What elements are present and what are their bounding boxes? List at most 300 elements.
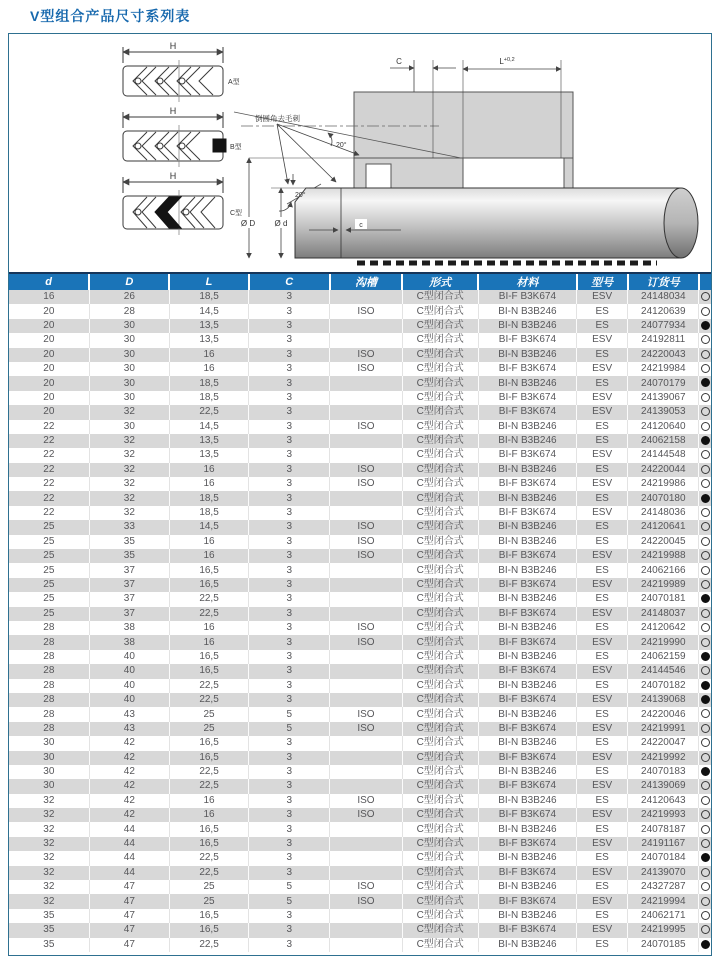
table-cell: 20 <box>9 319 89 333</box>
availability-cell <box>699 491 711 505</box>
table-row <box>9 434 711 448</box>
table-cell: 18,5 <box>169 391 248 405</box>
table-cell: 3 <box>249 491 330 505</box>
table-cell: ES <box>577 851 628 865</box>
dim-h-label-b: H <box>169 106 177 116</box>
table-cell: 3 <box>249 376 330 390</box>
table-cell: 42 <box>89 765 169 779</box>
table-cell: 24120639 <box>628 304 699 318</box>
table-cell: ISO <box>330 722 402 736</box>
availability-cell <box>699 894 711 908</box>
table-cell: BI-N B3B246 <box>478 909 576 923</box>
table-cell: C型闭合式 <box>402 880 478 894</box>
table-cell <box>330 319 402 333</box>
table-cell: 3 <box>249 635 330 649</box>
table-row <box>9 420 711 434</box>
table-cell: C型闭合式 <box>402 549 478 563</box>
availability-marker <box>701 378 710 387</box>
table-cell: 18,5 <box>169 491 248 505</box>
table-row <box>9 405 711 419</box>
table-cell: ESV <box>577 405 628 419</box>
table-cell: 35 <box>9 938 89 952</box>
availability-marker <box>701 940 710 949</box>
table-cell: C型闭合式 <box>402 491 478 505</box>
table-cell: 3 <box>249 779 330 793</box>
table-cell: 32 <box>9 837 89 851</box>
table-body <box>9 290 711 952</box>
availability-cell <box>699 477 711 491</box>
table-cell: 30 <box>9 765 89 779</box>
table-cell: BI-N B3B246 <box>478 304 576 318</box>
table-row <box>9 520 711 534</box>
table-cell: 37 <box>89 607 169 621</box>
table-cell: 28 <box>9 707 89 721</box>
availability-marker <box>701 623 710 632</box>
table-cell: 3 <box>249 621 330 635</box>
table-cell: 22,5 <box>169 765 248 779</box>
table-cell: 42 <box>89 736 169 750</box>
table-cell: C型闭合式 <box>402 563 478 577</box>
table-cell: 5 <box>249 880 330 894</box>
availability-cell <box>699 362 711 376</box>
table-cell: ES <box>577 909 628 923</box>
availability-cell <box>699 333 711 347</box>
dim-c-rod-label: c <box>359 222 363 229</box>
availability-cell <box>699 736 711 750</box>
table-cell: ESV <box>577 578 628 592</box>
table-cell: 44 <box>89 837 169 851</box>
table-cell: 3 <box>249 693 330 707</box>
table-cell: 3 <box>249 679 330 693</box>
table-cell: 32 <box>89 477 169 491</box>
table-row <box>9 391 711 405</box>
table-cell: 3 <box>249 290 330 304</box>
table-cell: 47 <box>89 880 169 894</box>
table-cell: 20 <box>9 304 89 318</box>
table-cell: ISO <box>330 362 402 376</box>
table-cell: 30 <box>89 348 169 362</box>
table-cell: BI-N B3B246 <box>478 822 576 836</box>
table-cell: 32 <box>89 434 169 448</box>
table-cell: 16 <box>169 535 248 549</box>
column-header: 型号 <box>577 273 628 290</box>
table-cell: 3 <box>249 477 330 491</box>
table-cell: 35 <box>9 909 89 923</box>
table-cell: 24078187 <box>628 822 699 836</box>
table-cell: C型闭合式 <box>402 635 478 649</box>
table-row <box>9 650 711 664</box>
table-cell: 20 <box>9 405 89 419</box>
table-cell: ESV <box>577 290 628 304</box>
table-cell: 43 <box>89 707 169 721</box>
table-cell: 24191167 <box>628 837 699 851</box>
table-cell: C型闭合式 <box>402 707 478 721</box>
table-cell: C型闭合式 <box>402 736 478 750</box>
table-cell: 32 <box>9 822 89 836</box>
availability-marker <box>701 767 710 776</box>
table-cell: 22,5 <box>169 679 248 693</box>
table-cell: 3 <box>249 348 330 362</box>
table-cell: 28 <box>9 650 89 664</box>
availability-cell <box>699 664 711 678</box>
table-cell: 3 <box>249 794 330 808</box>
table-cell: 24070184 <box>628 851 699 865</box>
seal-type-b-label: B型 <box>230 144 242 151</box>
table-cell: 3 <box>249 736 330 750</box>
table-cell: 24070179 <box>628 376 699 390</box>
column-header: 形式 <box>402 273 478 290</box>
table-cell: ISO <box>330 794 402 808</box>
table-row <box>9 722 711 736</box>
availability-cell <box>699 549 711 563</box>
table-cell: 42 <box>89 751 169 765</box>
table-row <box>9 549 711 563</box>
table-cell: 22 <box>9 491 89 505</box>
table-cell: 20 <box>9 376 89 390</box>
availability-cell <box>699 348 711 362</box>
table-cell: 3 <box>249 506 330 520</box>
table-row <box>9 894 711 908</box>
table-cell: 24220046 <box>628 707 699 721</box>
availability-marker <box>701 868 710 877</box>
table-cell: 24219986 <box>628 477 699 491</box>
table-cell: ESV <box>577 693 628 707</box>
table-cell: ESV <box>577 837 628 851</box>
table-cell: C型闭合式 <box>402 794 478 808</box>
column-header: 订货号 <box>628 273 699 290</box>
table-cell: ES <box>577 304 628 318</box>
availability-marker <box>701 609 710 618</box>
table-cell: 3 <box>249 535 330 549</box>
table-cell: BI-F B3K674 <box>478 391 576 405</box>
table-cell: ISO <box>330 635 402 649</box>
table-cell: 35 <box>89 535 169 549</box>
table-cell: 3 <box>249 549 330 563</box>
column-header: D <box>89 273 169 290</box>
table-cell: ESV <box>577 664 628 678</box>
dim-c-top-label: C <box>396 57 402 66</box>
table-cell: C型闭合式 <box>402 420 478 434</box>
availability-cell <box>699 779 711 793</box>
availability-marker <box>701 422 710 431</box>
table-cell: 22,5 <box>169 938 248 952</box>
availability-marker <box>701 897 710 906</box>
seal-type-c-label: C型 <box>230 210 243 217</box>
table-cell: ES <box>577 376 628 390</box>
table-row <box>9 837 711 851</box>
table-row <box>9 779 711 793</box>
table-row <box>9 463 711 477</box>
table-cell: BI-F B3K674 <box>478 837 576 851</box>
table-cell: BI-N B3B246 <box>478 535 576 549</box>
table-cell: BI-F B3K674 <box>478 635 576 649</box>
table-cell: 24148037 <box>628 607 699 621</box>
table-row <box>9 477 711 491</box>
table-cell: BI-F B3K674 <box>478 290 576 304</box>
table-cell: ES <box>577 621 628 635</box>
table-cell <box>330 736 402 750</box>
table-cell: ES <box>577 463 628 477</box>
availability-marker <box>701 853 710 862</box>
column-header: 材料 <box>478 273 576 290</box>
availability-cell <box>699 808 711 822</box>
table-cell: 28 <box>9 693 89 707</box>
availability-marker <box>701 695 710 704</box>
table-cell: C型闭合式 <box>402 866 478 880</box>
table-cell: C型闭合式 <box>402 621 478 635</box>
table-cell: 3 <box>249 923 330 937</box>
table-cell: BI-F B3K674 <box>478 333 576 347</box>
availability-cell <box>699 319 711 333</box>
table-cell: 18,5 <box>169 290 248 304</box>
table-cell <box>330 679 402 693</box>
table-cell: BI-N B3B246 <box>478 376 576 390</box>
availability-cell <box>699 938 711 952</box>
availability-cell <box>699 693 711 707</box>
table-row <box>9 866 711 880</box>
seal-stack-c <box>123 177 223 235</box>
table-cell: C型闭合式 <box>402 290 478 304</box>
table-cell: 16 <box>169 794 248 808</box>
table-cell: ISO <box>330 348 402 362</box>
table-cell: 16,5 <box>169 578 248 592</box>
availability-marker <box>701 436 710 445</box>
table-cell: 24062171 <box>628 909 699 923</box>
table-cell: 3 <box>249 420 330 434</box>
table-row <box>9 592 711 606</box>
table-cell: 5 <box>249 894 330 908</box>
table-cell <box>330 592 402 606</box>
table-cell: C型闭合式 <box>402 822 478 836</box>
table-row <box>9 304 711 318</box>
table-row <box>9 491 711 505</box>
table-cell: C型闭合式 <box>402 851 478 865</box>
table-cell: 16,5 <box>169 909 248 923</box>
table-row <box>9 578 711 592</box>
availability-cell <box>699 923 711 937</box>
table-cell: BI-N B3B246 <box>478 563 576 577</box>
table-cell: 20 <box>9 391 89 405</box>
table-cell: 25 <box>9 520 89 534</box>
table-cell: 25 <box>9 607 89 621</box>
table-cell: 22 <box>9 448 89 462</box>
table-cell: 25 <box>169 707 248 721</box>
availability-cell <box>699 751 711 765</box>
table-cell: C型闭合式 <box>402 434 478 448</box>
table-cell <box>330 837 402 851</box>
table-cell: C型闭合式 <box>402 333 478 347</box>
availability-marker <box>701 781 710 790</box>
table-cell: C型闭合式 <box>402 938 478 952</box>
table-cell: 3 <box>249 463 330 477</box>
table-cell: 24327287 <box>628 880 699 894</box>
dia-d-label: Ø d <box>274 219 288 228</box>
table-cell: BI-N B3B246 <box>478 794 576 808</box>
availability-cell <box>699 837 711 851</box>
table-cell: C型闭合式 <box>402 391 478 405</box>
table-row <box>9 635 711 649</box>
availability-marker <box>701 335 710 344</box>
table-cell: 44 <box>89 866 169 880</box>
table-cell: 16 <box>9 290 89 304</box>
table-cell: ESV <box>577 506 628 520</box>
availability-marker <box>701 566 710 575</box>
table-cell: 24062158 <box>628 434 699 448</box>
table-cell: 40 <box>89 650 169 664</box>
table-cell: 40 <box>89 664 169 678</box>
table-cell: C型闭合式 <box>402 909 478 923</box>
table-row <box>9 333 711 347</box>
table-cell: 14,5 <box>169 420 248 434</box>
table-cell: 32 <box>89 491 169 505</box>
table-cell: ES <box>577 794 628 808</box>
table-cell: 16 <box>169 635 248 649</box>
table-cell: 42 <box>89 779 169 793</box>
table-cell: ESV <box>577 635 628 649</box>
availability-cell <box>699 463 711 477</box>
availability-marker <box>701 321 710 330</box>
table-cell <box>330 376 402 390</box>
table-cell: 24120643 <box>628 794 699 808</box>
table-cell: 24070181 <box>628 592 699 606</box>
table-cell: BI-N B3B246 <box>478 707 576 721</box>
table-cell: 24139068 <box>628 693 699 707</box>
table-cell <box>330 405 402 419</box>
availability-marker <box>701 393 710 402</box>
table-row <box>9 765 711 779</box>
availability-marker <box>701 551 710 560</box>
table-row <box>9 794 711 808</box>
availability-marker <box>701 652 710 661</box>
table-cell: 22,5 <box>169 592 248 606</box>
table-cell: ESV <box>577 607 628 621</box>
availability-cell <box>699 506 711 520</box>
availability-marker <box>701 407 710 416</box>
table-cell: 35 <box>89 549 169 563</box>
technical-drawing <box>9 34 711 272</box>
table-cell: 16 <box>169 549 248 563</box>
availability-cell <box>699 707 711 721</box>
table-cell: 28 <box>9 664 89 678</box>
table-cell: 24062166 <box>628 563 699 577</box>
angle-label-2: 20° <box>295 192 306 199</box>
table-cell: BI-F B3K674 <box>478 894 576 908</box>
table-cell: 44 <box>89 851 169 865</box>
table-cell <box>330 938 402 952</box>
table-row <box>9 923 711 937</box>
table-cell: BI-N B3B246 <box>478 319 576 333</box>
dim-h-label-a: H <box>169 41 177 51</box>
table-cell: 16,5 <box>169 751 248 765</box>
table-cell: 25 <box>9 535 89 549</box>
table-cell: 37 <box>89 592 169 606</box>
table-cell: 24070185 <box>628 938 699 952</box>
table-cell: 24220047 <box>628 736 699 750</box>
table-cell: C型闭合式 <box>402 679 478 693</box>
dim-h-label-c: H <box>169 171 177 181</box>
table-cell: 38 <box>89 621 169 635</box>
table-cell: ISO <box>330 894 402 908</box>
table-cell: 28 <box>89 304 169 318</box>
availability-marker <box>701 494 710 503</box>
table-row <box>9 693 711 707</box>
table-cell: 24192811 <box>628 333 699 347</box>
table-row <box>9 808 711 822</box>
table-row <box>9 290 711 304</box>
table-cell: 47 <box>89 938 169 952</box>
table-cell: ESV <box>577 751 628 765</box>
table-cell: 24070180 <box>628 491 699 505</box>
table-cell: ISO <box>330 621 402 635</box>
availability-marker <box>701 738 710 747</box>
availability-cell <box>699 578 711 592</box>
table-cell: 24139053 <box>628 405 699 419</box>
table-cell: 16 <box>169 621 248 635</box>
table-cell: ES <box>577 650 628 664</box>
table-cell: 24220045 <box>628 535 699 549</box>
table-cell: 40 <box>89 693 169 707</box>
table-cell: 18,5 <box>169 506 248 520</box>
table-cell: ISO <box>330 420 402 434</box>
table-cell: 24144546 <box>628 664 699 678</box>
table-cell: 32 <box>9 851 89 865</box>
table-cell: ES <box>577 520 628 534</box>
table-cell: 24144548 <box>628 448 699 462</box>
availability-cell <box>699 304 711 318</box>
table-header-row <box>9 273 711 290</box>
table-cell: ES <box>577 491 628 505</box>
table-cell: BI-F B3K674 <box>478 866 576 880</box>
table-cell: 22,5 <box>169 405 248 419</box>
table-cell: 25 <box>169 722 248 736</box>
table-cell: C型闭合式 <box>402 607 478 621</box>
table-cell: 32 <box>9 880 89 894</box>
table-cell: 28 <box>9 635 89 649</box>
table-cell: 16 <box>169 808 248 822</box>
table-cell: BI-F B3K674 <box>478 722 576 736</box>
table-row <box>9 938 711 952</box>
table-cell: C型闭合式 <box>402 751 478 765</box>
table-row <box>9 448 711 462</box>
table-cell: ES <box>577 535 628 549</box>
availability-cell <box>699 290 711 304</box>
table-cell: 14,5 <box>169 520 248 534</box>
seal-stack-a <box>123 47 223 102</box>
table-cell <box>330 333 402 347</box>
table-cell: 13,5 <box>169 319 248 333</box>
table-cell: ES <box>577 736 628 750</box>
table-cell <box>330 765 402 779</box>
table-cell: C型闭合式 <box>402 535 478 549</box>
table-cell: 28 <box>9 621 89 635</box>
table-cell: 22,5 <box>169 851 248 865</box>
table-cell: 26 <box>89 290 169 304</box>
table-cell: 24120642 <box>628 621 699 635</box>
table-cell: 3 <box>249 563 330 577</box>
table-cell: ES <box>577 592 628 606</box>
table-cell: 22,5 <box>169 607 248 621</box>
table-cell: 30 <box>89 319 169 333</box>
availability-marker <box>701 508 710 517</box>
table-cell: BI-F B3K674 <box>478 578 576 592</box>
table-cell: 18,5 <box>169 376 248 390</box>
table-cell: ES <box>577 319 628 333</box>
table-cell: 47 <box>89 909 169 923</box>
table-cell: BI-F B3K674 <box>478 477 576 491</box>
table-cell <box>330 506 402 520</box>
table-cell: 24219992 <box>628 751 699 765</box>
table-cell: BI-F B3K674 <box>478 923 576 937</box>
